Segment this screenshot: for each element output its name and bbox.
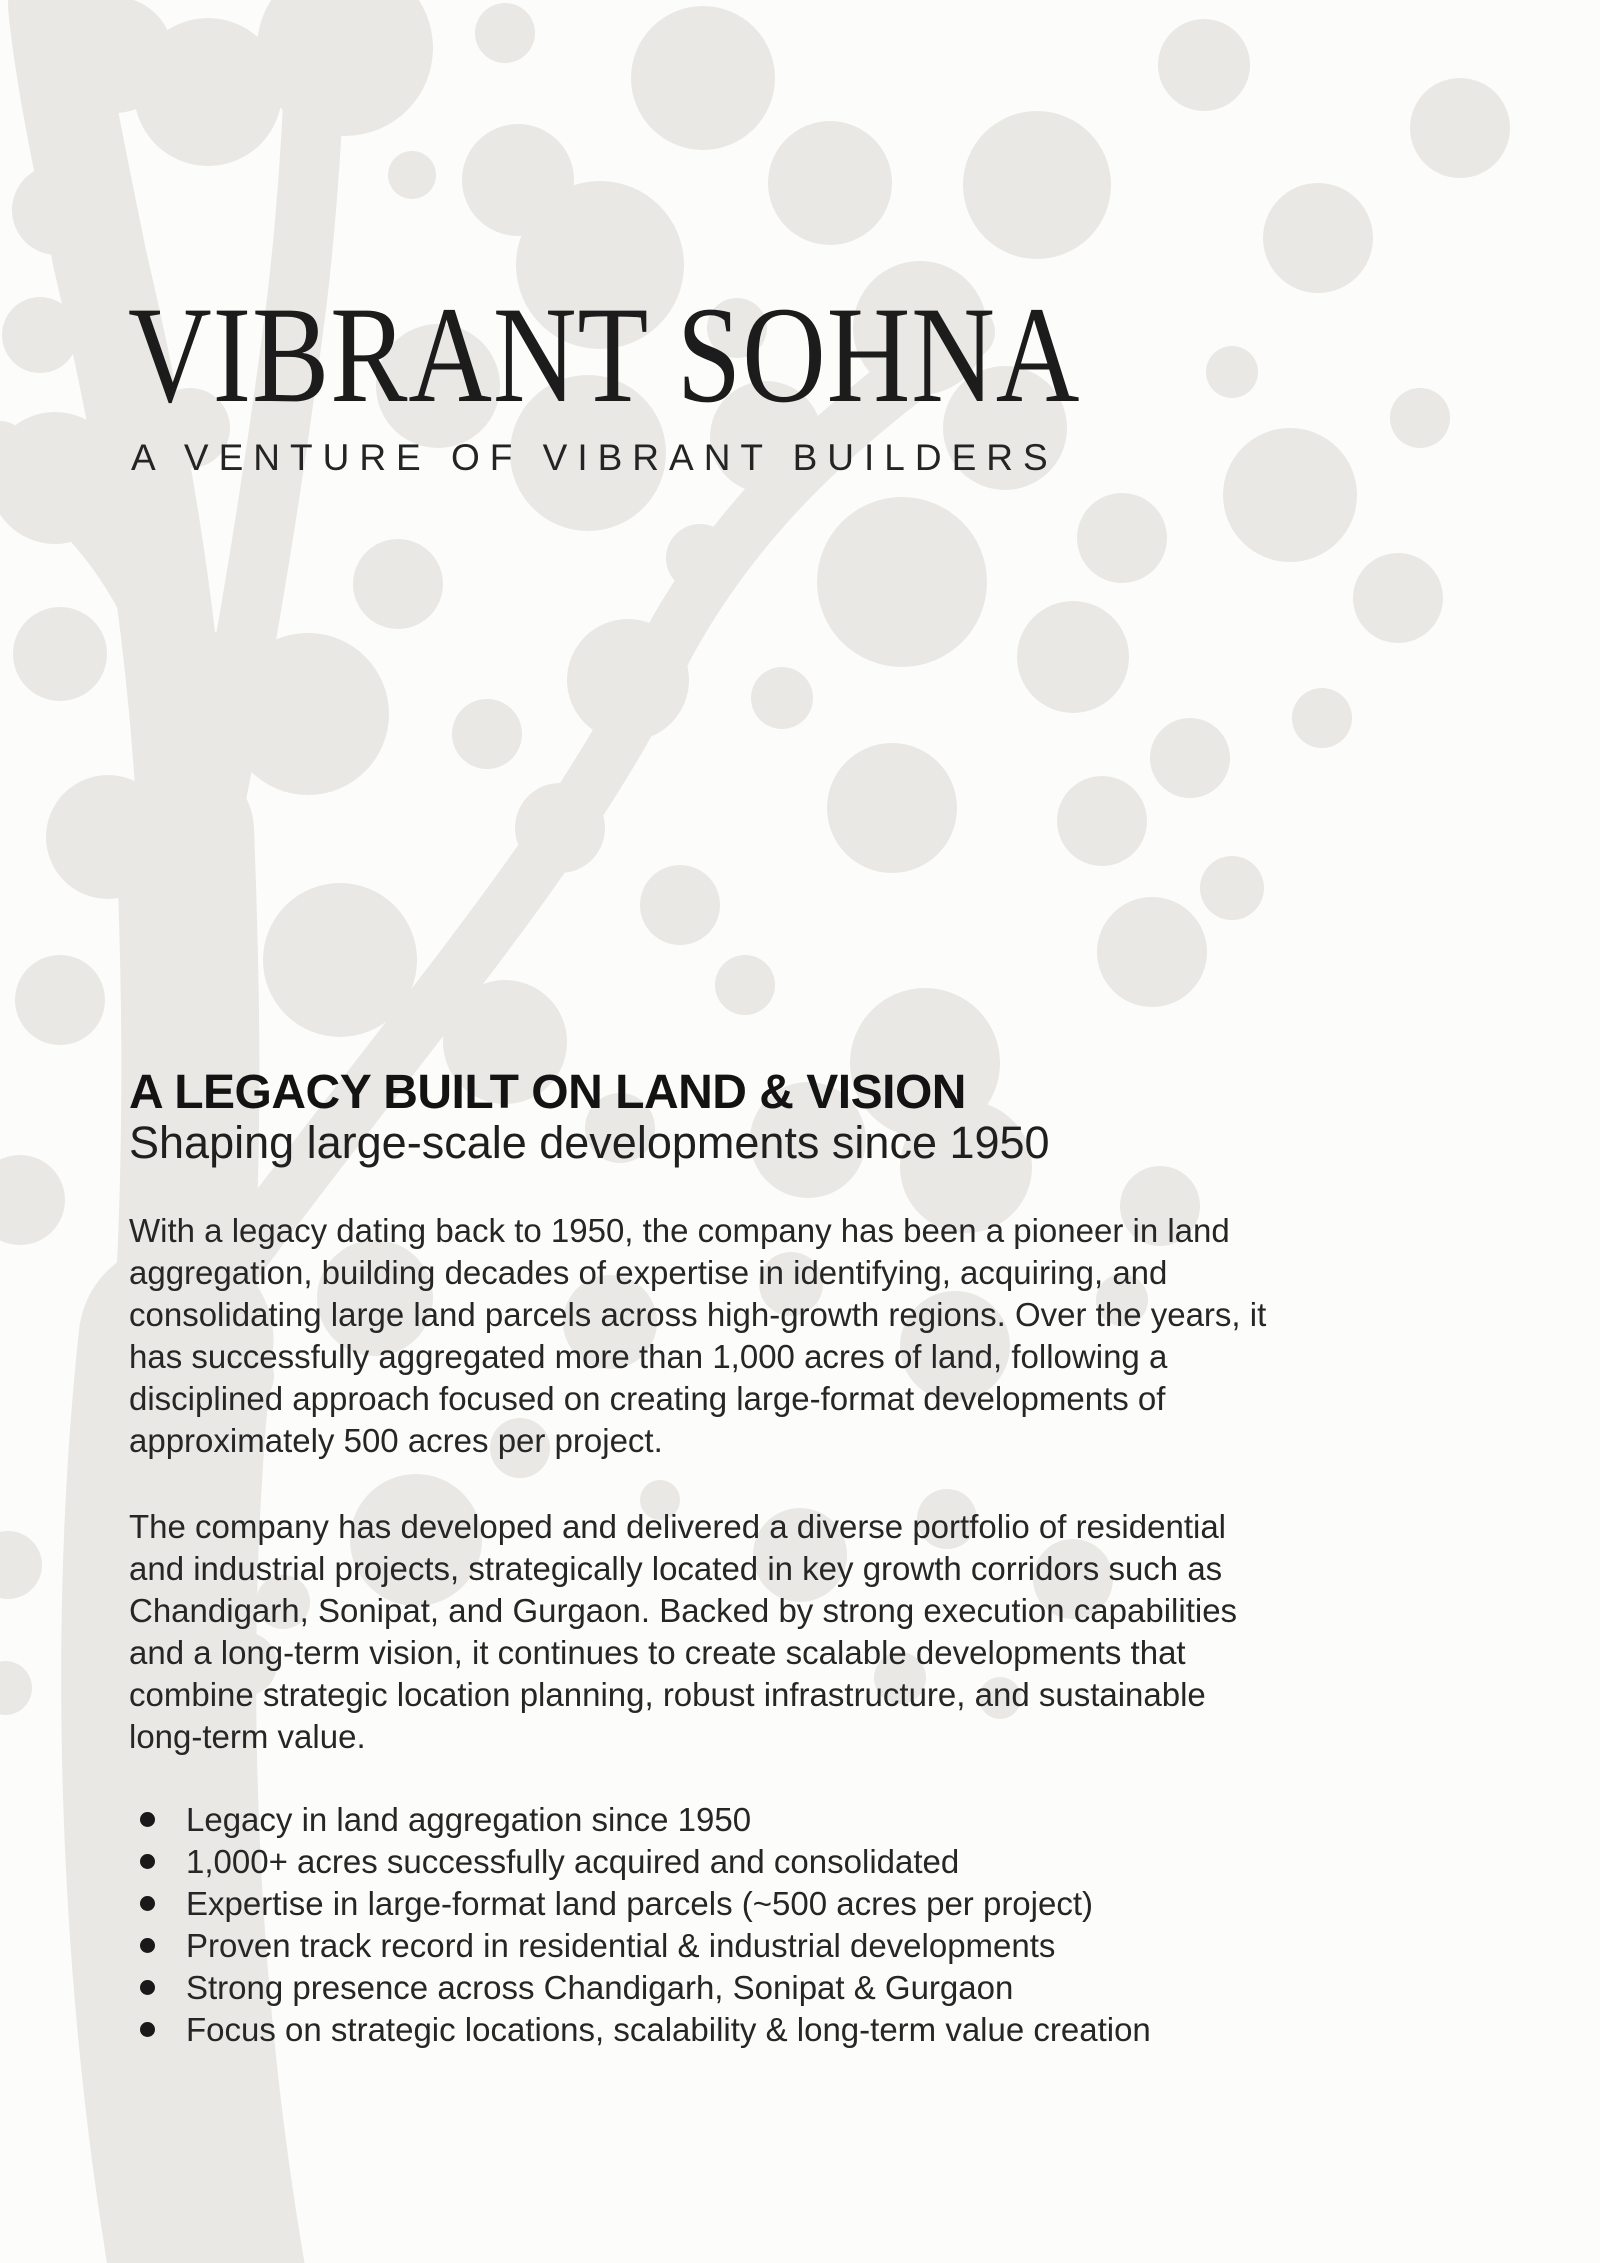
section-heading: A LEGACY BUILT ON LAND & VISION (129, 1066, 966, 1119)
bullet-icon (140, 1812, 155, 1827)
highlight-item-text: Legacy in land aggregation since 1950 (186, 1801, 752, 1838)
highlight-item (129, 1841, 1449, 1883)
highlight-item-text: Proven track record in residential & industrial developments (186, 1927, 1056, 1964)
highlight-item-text: Expertise in large-format land parcels (~500 acres per project) (186, 1885, 1094, 1922)
highlight-item-text: 1,000+ acres successfully acquired and consolidated (186, 1843, 960, 1880)
bullet-icon (140, 1896, 155, 1911)
highlight-item-text: Strong presence across Chandigarh, Sonipat & Gurgaon (186, 1969, 1014, 2006)
bullet-icon (140, 1854, 155, 1869)
highlights-list (129, 1799, 1449, 2051)
bullet-icon (140, 1980, 155, 1995)
brand-tagline: A VENTURE OF VIBRANT BUILDERS (131, 437, 1058, 478)
brand-title: VIBRANT SOHNA (128, 278, 1081, 431)
highlight-item (129, 2009, 1449, 2051)
highlight-item-text: Focus on strategic locations, scalability & long-term value creation (186, 2011, 1151, 2048)
highlight-item (129, 1883, 1449, 1925)
bullet-icon (140, 1938, 155, 1953)
highlight-item (129, 1967, 1449, 2009)
section-subheading: Shaping large-scale developments since 1950 (129, 1117, 1050, 1168)
highlight-item (129, 1799, 1449, 1841)
highlight-item (129, 1925, 1449, 1967)
bullet-icon (140, 2022, 155, 2037)
paragraph-legacy: With a legacy dating back to 1950, the company has been a pioneer in land aggregation, building decades of expertise in identifying, acquiring, and consolidating large land parcels across high-growth regions. Over the years, it has successfully aggregated more than 1,000 acres of land, following a disciplined approach focused on creating large-format developments of approximately 500 acres per project. (129, 1212, 1267, 1459)
paragraph-portfolio: The company has developed and delivered a diverse portfolio of residential and industrial projects, strategically located in key growth corridors such as Chandigarh, Sonipat, and Gurgaon. Backed by strong execution capabilities and a long-term vision, it continues to create scalable developments that combine strategic location planning, robust infrastructure, and sustainable long-term value. (129, 1508, 1238, 1755)
